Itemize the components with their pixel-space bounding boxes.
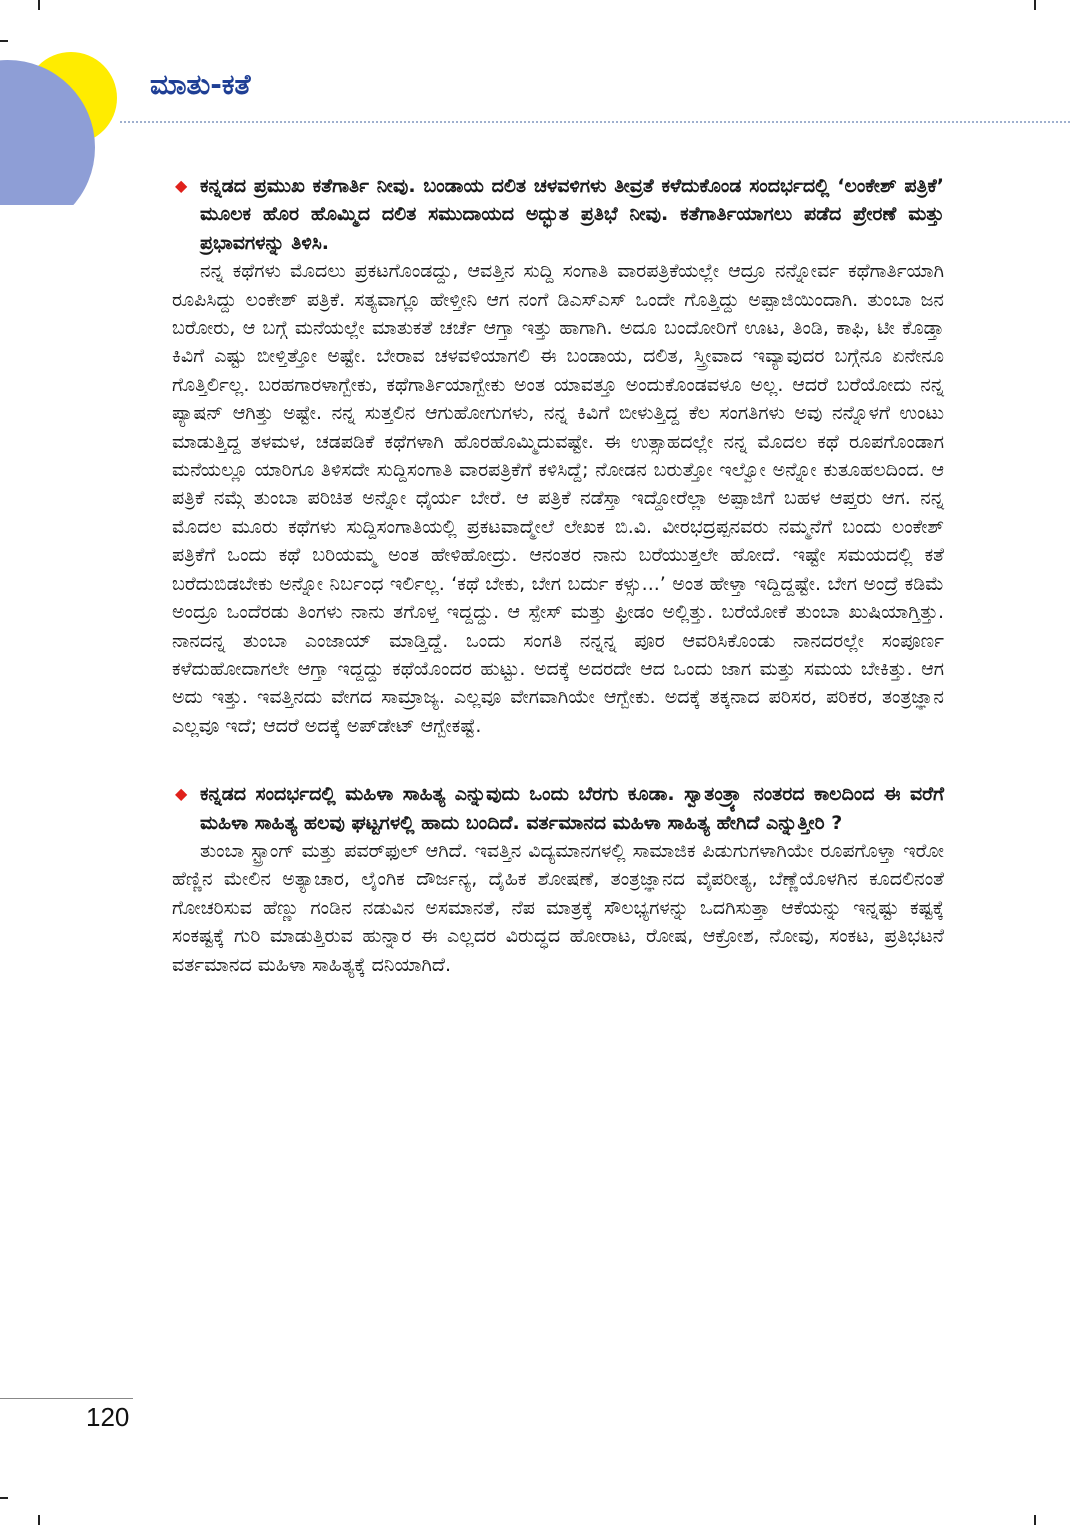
question-2-text: ಕನ್ನಡದ ಸಂದರ್ಭದಲ್ಲಿ ಮಹಿಳಾ ಸಾಹಿತ್ಯ ಎನ್ನುವುದು ಒಂದು ಬೆರಗು ಕೂಡಾ. ಸ್ವಾತಂತ್ರ್ಯಾ ನಂತರದ ಕಾಲದಿಂದ ಈ ವರೆಗೆ ಮಹಿಳಾ ಸಾಹಿತ್ಯ ಹಲವು ಘಟ್ಟಗಳಲ್ಲಿ ಹಾದು ಬಂದಿದೆ. ವರ್ತಮಾನದ ಮಹಿಳಾ ಸಾಹಿತ್ಯ ಹೇಗಿದೆ ಎನ್ನುತ್ತೀರಿ ? <box>200 783 944 834</box>
section-gap <box>172 740 944 780</box>
crop-mark <box>38 0 40 10</box>
article-body <box>172 172 944 979</box>
answer-2: ತುಂಬಾ ಸ್ಟ್ರಾಂಗ್ ಮತ್ತು ಪವರ್‌ಫುಲ್ ಆಗಿದೆ. ಇವತ್ತಿನ ವಿದ್ಯಮಾನಗಳಲ್ಲಿ ಸಾಮಾಜಿಕ ಪಿಡುಗುಗಳಾಗಿಯೇ ರೂಪಗೊಳ್ತಾ ಇರೋ ಹೆಣ್ಣಿನ ಮೇಲಿನ ಅತ್ಯಾಚಾರ, ಲೈಂಗಿಕ ದೌರ್ಜನ್ಯ, ದೈಹಿಕ ಶೋಷಣೆ, ತಂತ್ರಜ್ಞಾನದ ವೈಪರೀತ್ಯ, ಬೆಣ್ಣೆಯೊಳಗಿನ ಕೂದಲಿನಂತೆ ಗೋಚರಿಸುವ ಹೆಣ್ಣು ಗಂಡಿನ ನಡುವಿನ ಅಸಮಾನತೆ, ನೆಪ ಮಾತ್ರಕ್ಕೆ ಸೌಲಭ್ಯಗಳನ್ನು ಒದಗಿಸುತ್ತಾ ಆಕೆಯನ್ನು ಇನ್ನಷ್ಟು ಕಷ್ಟಕ್ಕೆ ಸಂಕಷ್ಟಕ್ಕೆ ಗುರಿ ಮಾಡುತ್ತಿರುವ ಹುನ್ನಾರ ಈ ಎಲ್ಲದರ ವಿರುದ್ಧದ ಹೋರಾಟ, ರೋಷ, ಆಕ್ರೋಶ, ನೋವು, ಸಂಕಟ, ಪ್ರತಿಭಟನೆ ವರ್ತಮಾನದ ಮಹಿಳಾ ಸಾಹಿತ್ಯಕ್ಕೆ ದನಿಯಾಗಿದೆ. <box>172 839 944 976</box>
decorative-mask <box>0 205 120 245</box>
section-title: ಮಾತು-ಕತೆ <box>150 68 251 101</box>
question-2 <box>172 780 944 837</box>
question-1 <box>172 172 944 257</box>
footer-rule <box>0 1398 133 1399</box>
crop-mark <box>0 40 8 42</box>
title-divider <box>120 121 1070 123</box>
answer-1: ನನ್ನ ಕಥೆಗಳು ಮೊದಲು ಪ್ರಕಟಗೊಂಡದ್ದು, ಆವತ್ತಿನ ಸುದ್ದಿ ಸಂಗಾತಿ ವಾರಪತ್ರಿಕೆಯಲ್ಲೇ ಆದ್ರೂ ನನ್ನೋರ್ವ ಕಥೆಗಾರ್ತಿಯಾಗಿ ರೂಪಿಸಿದ್ದು ಲಂಕೇಶ್ ಪತ್ರಿಕೆ. ಸತ್ಯವಾಗ್ಲೂ ಹೇಳ್ತೀನಿ ಆಗ ನಂಗೆ ಡಿಎಸ್‌ಎಸ್ ಒಂದೇ ಗೊತ್ತಿದ್ದು ಅಪ್ಪಾಜಿಯಿಂದಾಗಿ. ತುಂಬಾ ಜನ ಬರೋರು, ಆ ಬಗ್ಗೆ ಮನೆಯಲ್ಲೇ ಮಾತುಕತೆ ಚರ್ಚೆ ಆಗ್ತಾ ಇತ್ತು ಹಾಗಾಗಿ. ಅದೂ ಬಂದೋರಿಗೆ ಊಟ, ತಿಂಡಿ, ಕಾಫಿ, ಟೀ ಕೊಡ್ತಾ ಕಿವಿಗೆ ಎಷ್ಟು ಬೀಳ್ತಿತ್ತೋ ಅಷ್ಟೇ. ಬೇರಾವ ಚಳವಳಿಯಾಗಲಿ ಈ ಬಂಡಾಯ, ದಲಿತ, ಸ್ತ್ರೀವಾದ ಇವ್ಯಾವುದರ ಬಗ್ಗೆನೂ ಏನೇನೂ ಗೊತ್ತಿರ್ಲಿಲ್ಲ. ಬರಹಗಾರಳಾಗ್ಬೇಕು, ಕಥೆಗಾರ್ತಿಯಾಗ್ಬೇಕು ಅಂತ ಯಾವತ್ತೂ ಅಂದುಕೊಂಡವಳೂ ಅಲ್ಲ. ಆದರೆ ಬರೆಯೋದು ನನ್ನ ಪ್ಯಾಷನ್ ಆಗಿತ್ತು ಅಷ್ಟೇ. ನನ್ನ ಸುತ್ತಲಿನ ಆಗುಹೋಗುಗಳು, ನನ್ನ ಕಿವಿಗೆ ಬೀಳುತ್ತಿದ್ದ ಕೆಲ ಸಂಗತಿಗಳು ಅವು ನನ್ನೊಳಗೆ ಉಂಟು ಮಾಡುತ್ತಿದ್ದ ತಳಮಳ, ಚಡಪಡಿಕೆ ಕಥೆಗಳಾಗಿ ಹೊರಹೊಮ್ಮಿದುವಷ್ಟೇ. ಈ ಉತ್ಸಾಹದಲ್ಲೇ ನನ್ನ ಮೊದಲ ಕಥೆ ರೂಪಗೊಂಡಾಗ ಮನೆಯಲ್ಲೂ ಯಾರಿಗೂ ತಿಳಿಸದೇ ಸುದ್ದಿಸಂಗಾತಿ ವಾರಪತ್ರಿಕೆಗೆ ಕಳಿಸಿದ್ದೆ; ನೋಡನ ಬರುತ್ತೋ ಇಲ್ವೋ ಅನ್ನೋ ಕುತೂಹಲದಿಂದ. ಆ ಪತ್ರಿಕೆ ನಮ್ಗೆ ತುಂಬಾ ಪರಿಚಿತ ಅನ್ನೋ ಧೈರ್ಯ ಬೇರೆ. ಆ ಪತ್ರಿಕೆ ನಡೆಸ್ತಾ ಇದ್ದೋರೆಲ್ಲಾ ಅಪ್ಪಾಜಿಗೆ ಬಹಳ ಆಪ್ತರು ಆಗ. ನನ್ನ ಮೊದಲ ಮೂರು ಕಥೆಗಳು ಸುದ್ದಿಸಂಗಾತಿಯಲ್ಲಿ ಪ್ರಕಟವಾದ್ಮೇಲೆ ಲೇಖಕ ಬಿ.ವಿ. ವೀರಭದ್ರಪ್ಪನವರು ನಮ್ಮನೆಗೆ ಬಂದು ಲಂಕೇಶ್ ಪತ್ರಿಕೆಗೆ ಒಂದು ಕಥೆ ಬರಿಯಮ್ಮ ಅಂತ ಹೇಳಿಹೋದ್ರು. ಆನಂತರ ನಾನು ಬರೆಯುತ್ತಲೇ ಹೋದೆ. ಇಷ್ಟೇ ಸಮಯದಲ್ಲಿ ಕತೆ ಬರೆದುಬಿಡಬೇಕು ಅನ್ನೋ ನಿರ್ಬಂಧ ಇರ್ಲಿಲ್ಲ. ‘ಕಥೆ ಬೇಕು, ಬೇಗ ಬರ್ದು ಕಳ್ಸು...’ ಅಂತ ಹೇಳ್ತಾ ಇದ್ದಿದ್ದಷ್ಟೇ. ಬೇಗ ಅಂದ್ರೆ ಕಡಿಮೆ ಅಂದ್ರೂ ಒಂದೆರಡು ತಿಂಗಳು ನಾನು ತಗೊಳ್ತ ಇದ್ದದ್ದು. ಆ ಸ್ಪೇಸ್ ಮತ್ತು ಫ್ರೀಡಂ ಅಲ್ಲಿತ್ತು. ಬರೆಯೋಕೆ ತುಂಬಾ ಖುಷಿಯಾಗ್ತಿತ್ತು. ನಾನದನ್ನ ತುಂಬಾ ಎಂಜಾಯ್ ಮಾಡ್ತಿದ್ದೆ. ಒಂದು ಸಂಗತಿ ನನ್ನನ್ನ ಪೂರ ಆವರಿಸಿಕೊಂಡು ನಾನದರಲ್ಲೇ ಸಂಪೂರ್ಣ ಕಳೆದುಹೋದಾಗಲೇ ಆಗ್ತಾ ಇದ್ದದ್ದು ಕಥೆಯೊಂದರ ಹುಟ್ಟು. ಅದಕ್ಕೆ ಅದರದೇ ಆದ ಒಂದು ಜಾಗ ಮತ್ತು ಸಮಯ ಬೇಕಿತ್ತು. ಆಗ ಅದು ಇತ್ತು. ಇವತ್ತಿನದು ವೇಗದ ಸಾಮ್ರಾಜ್ಯ. ಎಲ್ಲವೂ ವೇಗವಾಗಿಯೇ ಆಗ್ಬೇಕು. ಅದಕ್ಕೆ ತಕ್ಕನಾದ ಪರಿಸರ, ಪರಿಕರ, ತಂತ್ರಜ್ಞಾನ ಎಲ್ಲವೂ ಇದೆ; ಆದರೆ ಅದಕ್ಕೆ ಅಪ್‌ಡೇಟ್ ಆಗ್ಬೇಕಷ್ಟೆ. <box>172 260 944 737</box>
page-number: 120 <box>86 1402 130 1432</box>
diamond-bullet-icon: ◆ <box>175 784 188 804</box>
crop-mark <box>0 1497 8 1499</box>
crop-mark <box>38 1515 40 1525</box>
crop-mark <box>1034 1515 1036 1525</box>
crop-mark <box>1034 0 1036 10</box>
diamond-bullet-icon: ◆ <box>175 176 188 195</box>
question-1-text: ಕನ್ನಡದ ಪ್ರಮುಖ ಕತೆಗಾರ್ತಿ ನೀವು. ಬಂಡಾಯ ದಲಿತ ಚಳವಳಿಗಳು ತೀವ್ರತೆ ಕಳೆದುಕೊಂಡ ಸಂದರ್ಭದಲ್ಲಿ ‘ಲಂಕೇಶ್ ಪತ್ರಿಕೆ’ ಮೂಲಕ ಹೊರ ಹೊಮ್ಮಿದ ದಲಿತ ಸಮುದಾಯದ ಅದ್ಭುತ ಪ್ರತಿಭೆ ನೀವು. ಕತೆಗಾರ್ತಿಯಾಗಲು ಪಡೆದ ಪ್ರೇರಣೆ ಮತ್ತು ಪ್ರಭಾವಗಳನ್ನು ತಿಳಿಸಿ. <box>200 175 944 254</box>
